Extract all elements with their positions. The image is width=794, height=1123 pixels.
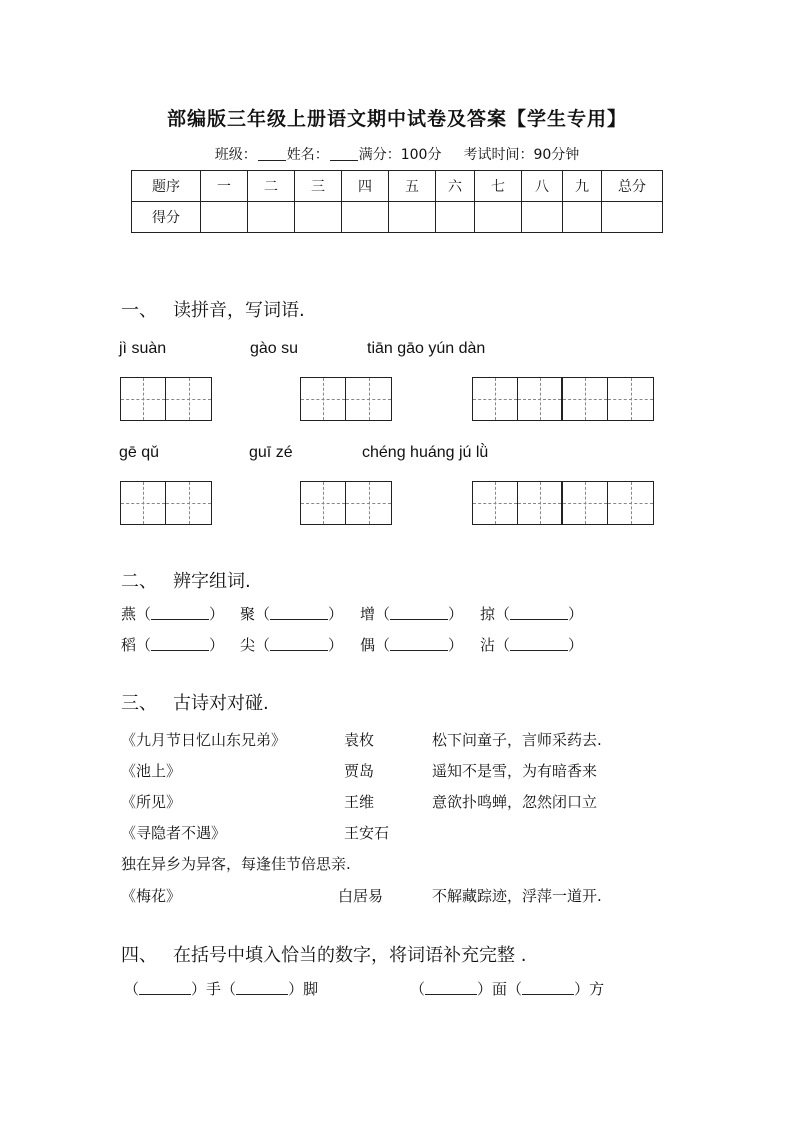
table-header-cell: 二 (248, 171, 295, 202)
grid-cell[interactable] (346, 482, 391, 524)
poem-title: 《寻隐者不遇》 (121, 824, 227, 842)
idiom-item: （ ）手（ ）脚 (124, 980, 319, 998)
section-title: 辨字组词. (173, 571, 251, 592)
poem-line: 不解藏踪迹，浮萍一道开. (432, 887, 602, 905)
full-score: 满分：100分 (358, 147, 442, 163)
table-header-cell: 题序 (132, 171, 201, 202)
poem-line: 松下问童子，言师采药去. (432, 731, 602, 749)
score-table (131, 170, 663, 233)
grid-cell[interactable] (563, 482, 608, 524)
section-title: 在括号中填入恰当的数字，将词语补充完整 . (173, 945, 527, 966)
score-cell[interactable] (201, 202, 248, 233)
idiom-char: 面 (492, 980, 508, 998)
word-char: 沾 (480, 636, 496, 654)
word-char: 尖 (240, 636, 256, 654)
exam-info (0, 144, 794, 164)
poem-title: 《梅花》 (121, 887, 182, 905)
poem-line: 独在异乡为异客，每逢佳节倍思亲. (121, 855, 351, 873)
grid-cell[interactable] (473, 378, 518, 420)
table-header-cell: 四 (342, 171, 389, 202)
writing-grid[interactable] (472, 481, 654, 525)
number-blank[interactable] (522, 980, 574, 995)
number-blank[interactable] (425, 980, 477, 995)
word-item: 掠（ ） (480, 605, 584, 623)
name-label: 姓名： (286, 147, 329, 163)
grid-cell[interactable] (518, 482, 563, 524)
section-number: 二、 (121, 571, 157, 592)
score-cell[interactable] (248, 202, 295, 233)
score-cell[interactable] (563, 202, 602, 233)
answer-blank[interactable] (510, 605, 568, 620)
grid-cell[interactable] (518, 378, 563, 420)
table-header-cell: 九 (563, 171, 602, 202)
exam-time: 考试时间：90分钟 (463, 147, 580, 163)
grid-cell[interactable] (166, 482, 211, 524)
poet-name: 贾岛 (344, 762, 375, 780)
grid-cell[interactable] (301, 378, 346, 420)
word-item: 增（ ） (360, 605, 464, 623)
poet-name: 白居易 (338, 887, 384, 905)
writing-grid[interactable] (300, 377, 392, 421)
score-cell[interactable] (342, 202, 389, 233)
grid-cell[interactable] (608, 378, 653, 420)
grid-cell[interactable] (608, 482, 653, 524)
name-blank[interactable] (330, 146, 358, 161)
score-table-header-row (132, 171, 663, 202)
grid-cell[interactable] (563, 378, 608, 420)
word-char: 掠 (480, 605, 496, 623)
class-label: 班级： (214, 147, 257, 163)
section2-heading (121, 567, 251, 593)
section3-heading (121, 689, 269, 715)
section-number: 三、 (121, 693, 157, 714)
answer-blank[interactable] (151, 605, 209, 620)
word-char: 聚 (240, 605, 256, 623)
score-row-label: 得分 (132, 202, 201, 233)
answer-blank[interactable] (270, 636, 328, 651)
grid-cell[interactable] (346, 378, 391, 420)
section-title: 古诗对对碰. (173, 693, 269, 714)
section4-heading (121, 941, 526, 967)
table-header-cell: 一 (201, 171, 248, 202)
writing-grid[interactable] (300, 481, 392, 525)
table-header-cell: 三 (295, 171, 342, 202)
writing-grid[interactable] (120, 481, 212, 525)
answer-blank[interactable] (270, 605, 328, 620)
pinyin-prompt: tiān gāo yún dàn (367, 340, 486, 357)
pinyin-prompt: gē qǔ (119, 444, 160, 461)
pinyin-prompt: guī zé (249, 444, 293, 461)
word-item: 沾（ ） (480, 636, 584, 654)
pinyin-prompt: jì suàn (119, 340, 167, 357)
table-header-cell: 六 (436, 171, 475, 202)
score-cell[interactable] (602, 202, 663, 233)
answer-blank[interactable] (390, 636, 448, 651)
grid-cell[interactable] (473, 482, 518, 524)
grid-cell[interactable] (121, 482, 166, 524)
idiom-char: 脚 (303, 980, 319, 998)
idiom-char: 方 (589, 980, 605, 998)
class-blank[interactable] (258, 146, 286, 161)
idiom-item: （ ）面（ ）方 (410, 980, 605, 998)
score-table-score-row (132, 202, 663, 233)
score-cell[interactable] (522, 202, 563, 233)
answer-blank[interactable] (151, 636, 209, 651)
word-char: 稻 (121, 636, 137, 654)
section-number: 一、 (121, 300, 157, 321)
score-cell[interactable] (475, 202, 522, 233)
poem-title: 《九月节日忆山东兄弟》 (121, 731, 287, 749)
section-title: 读拼音，写词语. (173, 300, 305, 321)
grid-cell[interactable] (301, 482, 346, 524)
page-title: 部编版三年级上册语文期中试卷及答案【学生专用】 (166, 108, 627, 130)
score-cell[interactable] (389, 202, 436, 233)
answer-blank[interactable] (510, 636, 568, 651)
table-header-cell: 五 (389, 171, 436, 202)
poet-name: 王安石 (344, 824, 390, 842)
word-item: 偶（ ） (360, 636, 464, 654)
idiom-char: 手 (206, 980, 222, 998)
table-header-cell: 七 (475, 171, 522, 202)
poem-line: 遥知不是雪，为有暗香来 (432, 762, 598, 780)
number-blank[interactable] (236, 980, 288, 995)
word-char: 增 (360, 605, 376, 623)
score-cell[interactable] (436, 202, 475, 233)
table-header-cell: 总分 (602, 171, 663, 202)
word-item: 稻（ ） (121, 636, 225, 654)
word-char: 偶 (360, 636, 376, 654)
grid-cell[interactable] (166, 378, 211, 420)
pinyin-prompt: gào su (250, 340, 299, 357)
grid-cell[interactable] (121, 378, 166, 420)
poem-line: 意欲扑鸣蝉，忽然闭口立 (432, 793, 598, 811)
writing-grid[interactable] (120, 377, 212, 421)
number-blank[interactable] (139, 980, 191, 995)
table-header-cell: 八 (522, 171, 563, 202)
word-item: 聚（ ） (240, 605, 344, 623)
pinyin-prompt: chéng huáng jú lǜ (362, 444, 489, 461)
score-cell[interactable] (295, 202, 342, 233)
answer-blank[interactable] (390, 605, 448, 620)
poet-name: 袁枚 (344, 731, 375, 749)
poet-name: 王维 (344, 793, 375, 811)
poem-title: 《所见》 (121, 793, 182, 811)
section1-heading (121, 296, 305, 322)
writing-grid[interactable] (472, 377, 654, 421)
section-number: 四、 (121, 945, 157, 966)
poem-title: 《池上》 (121, 762, 182, 780)
word-char: 燕 (121, 605, 137, 623)
word-item: 燕（ ） (121, 605, 225, 623)
word-item: 尖（ ） (240, 636, 344, 654)
